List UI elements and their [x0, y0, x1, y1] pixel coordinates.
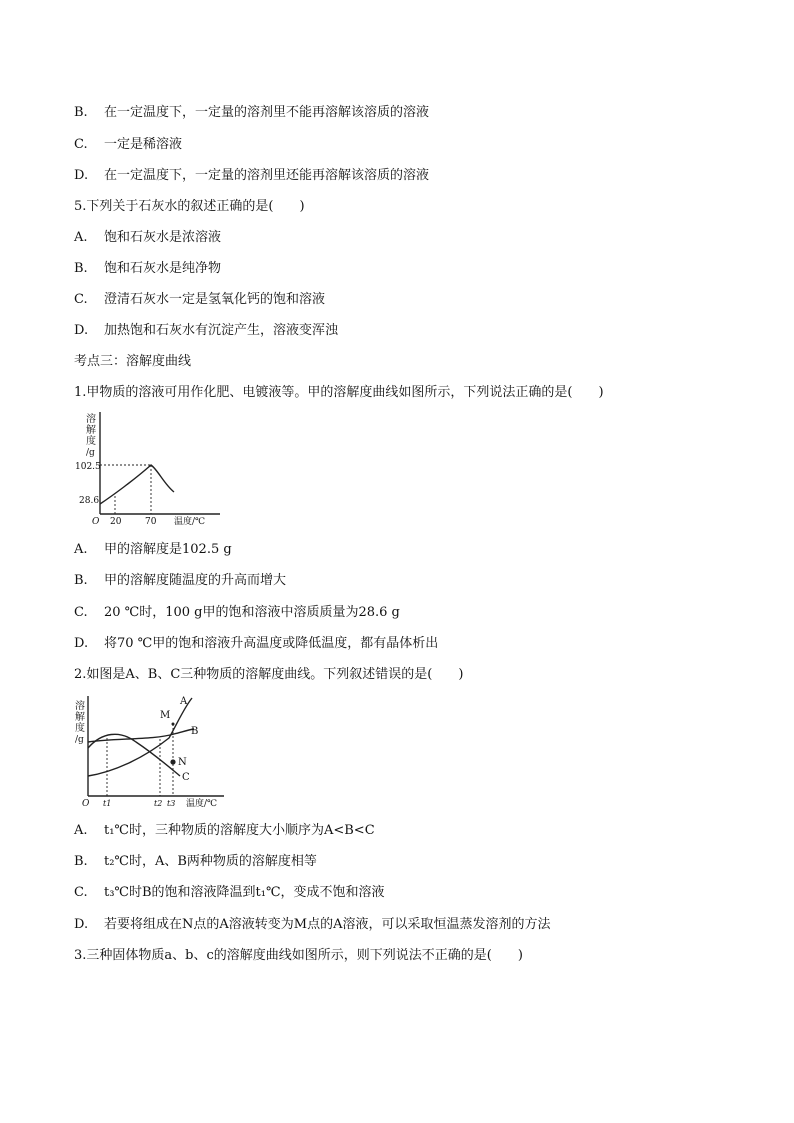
x-tick-t2: t2 [154, 799, 163, 808]
point-m-label: M [160, 710, 171, 721]
option-label: B. [74, 573, 88, 588]
option-a [74, 541, 232, 559]
option-label: B. [74, 261, 88, 276]
option-c [74, 291, 325, 309]
question-stem: 3.三种固体物质a、b、c的溶解度曲线如图所示，则下列说法不正确的是( ) [74, 948, 523, 963]
x-tick-70: 70 [145, 517, 157, 527]
question-stem: 2.如图是A、B、C三种物质的溶解度曲线。下列叙述错误的是( ) [74, 667, 464, 682]
y-label-1: 溶 [75, 701, 85, 712]
question-stem: 1.甲物质的溶液可用作化肥、电镀液等。甲的溶解度曲线如图所示，下列说法正确的是( ) [74, 385, 604, 400]
solubility-curve [100, 465, 174, 504]
y-label-3: 度 [86, 436, 96, 447]
point-m [172, 723, 175, 726]
y-label-1: 溶 [86, 414, 96, 425]
origin-label: O [92, 517, 100, 527]
x-tick-t3: t3 [167, 799, 176, 808]
option-text: 澄清石灰水一定是氢氧化钙的饱和溶液 [104, 292, 326, 307]
curve-b [88, 729, 194, 742]
option-label: B. [74, 105, 88, 120]
point-n-label: N [178, 757, 187, 768]
option-d [74, 167, 429, 185]
x-tick-t1: t1 [103, 799, 112, 808]
option-label: D. [74, 636, 89, 651]
curve-c-label: C [182, 772, 190, 783]
option-c [74, 136, 182, 154]
y-tick-102-5: 102.5 [75, 462, 101, 472]
option-text: 饱和石灰水是纯净物 [104, 261, 222, 276]
option-c [74, 604, 400, 622]
option-b [74, 572, 286, 590]
option-b [74, 104, 429, 122]
solubility-figure-1 [74, 408, 224, 530]
option-label: C. [74, 292, 88, 307]
curve-b-label: B [191, 726, 199, 737]
x-tick-20: 20 [110, 517, 122, 527]
option-d [74, 322, 338, 340]
section-title: 考点三：溶解度曲线 [74, 354, 192, 369]
option-text: t₁℃时，三种物质的溶解度大小顺序为A<B<C [104, 823, 375, 838]
option-text: t₃℃时B的饱和溶液降温到t₁℃，变成不饱和溶液 [104, 885, 385, 900]
y-label-2: 解 [86, 425, 96, 436]
option-text: 甲的溶解度随温度的升高而增大 [104, 573, 287, 588]
solubility-figure-2 [74, 692, 230, 812]
option-text: 在一定温度下，一定量的溶剂里不能再溶解该溶质的溶液 [104, 105, 430, 120]
option-label: D. [74, 917, 89, 932]
option-b [74, 260, 221, 278]
option-a [74, 229, 221, 247]
option-label: C. [74, 605, 88, 620]
question-stem: 5.下列关于石灰水的叙述正确的是( ) [74, 199, 305, 214]
option-label: B. [74, 854, 88, 869]
y-label-4: /g [86, 448, 95, 458]
option-label: C. [74, 137, 88, 152]
option-text: 在一定温度下，一定量的溶剂里还能再溶解该溶质的溶液 [104, 168, 430, 183]
option-c [74, 884, 385, 902]
option-text: 饱和石灰水是浓溶液 [104, 230, 222, 245]
option-d [74, 635, 438, 653]
option-text: 将70 ℃甲的饱和溶液升高温度或降低温度，都有晶体析出 [104, 636, 439, 651]
option-text: 甲的溶解度是102.5 g [104, 542, 232, 557]
x-label: 温度/℃ [174, 517, 206, 527]
option-text: 加热饱和石灰水有沉淀产生，溶液变浑浊 [104, 323, 339, 338]
y-label-3: 度 [75, 723, 85, 734]
curve-a-label: A [180, 696, 188, 707]
option-label: A. [74, 823, 88, 838]
option-text: 20 ℃时，100 g甲的饱和溶液中溶质质量为28.6 g [104, 605, 400, 620]
option-text: 若要将组成在N点的A溶液转变为M点的A溶液，可以采取恒温蒸发溶剂的方法 [104, 917, 551, 932]
y-label-2: 解 [75, 712, 85, 723]
option-d [74, 916, 550, 934]
option-text: 一定是稀溶液 [104, 137, 183, 152]
option-label: D. [74, 323, 89, 338]
option-label: A. [74, 230, 88, 245]
option-b [74, 853, 317, 871]
option-label: A. [74, 542, 88, 557]
option-text: t₂℃时，A、B两种物质的溶解度相等 [104, 854, 317, 869]
x-label: 温度/℃ [186, 799, 218, 809]
origin-label: O [82, 799, 90, 809]
option-label: D. [74, 168, 89, 183]
y-tick-28-6: 28.6 [79, 496, 100, 506]
option-a [74, 822, 375, 840]
option-label: C. [74, 885, 88, 900]
y-label-4: /g [75, 735, 84, 745]
point-n [170, 759, 175, 764]
